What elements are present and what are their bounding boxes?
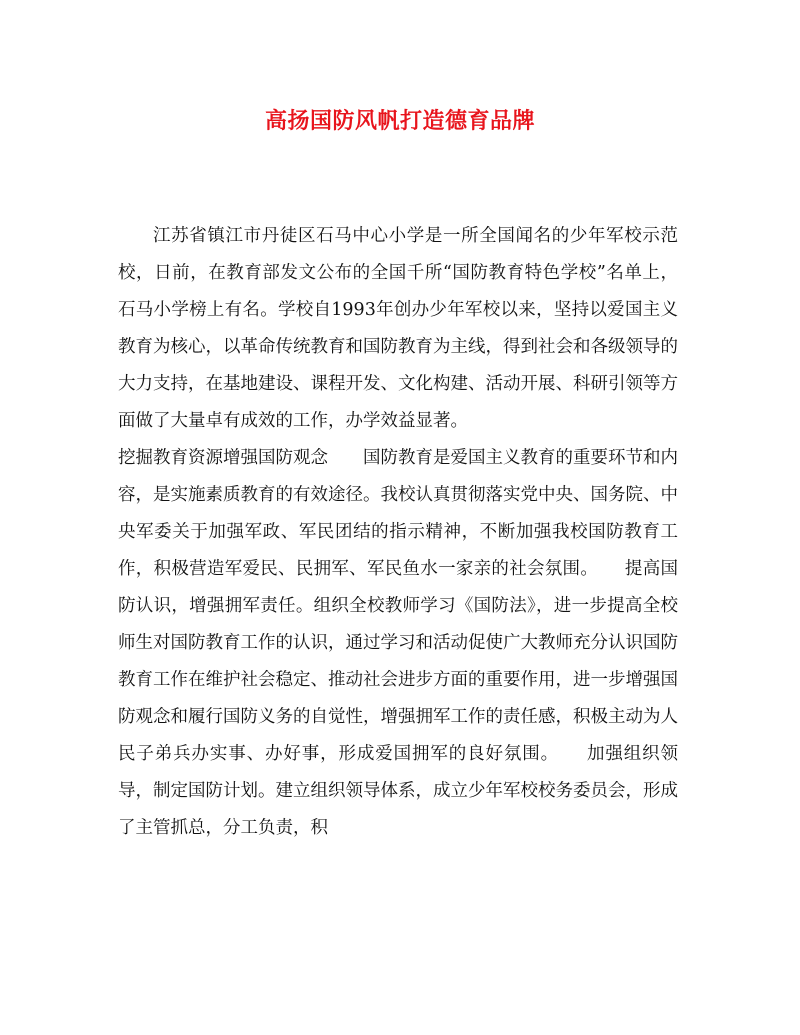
document-body (118, 218, 678, 847)
paragraph-section: 挖掘教育资源增强国防观念 国防教育是爱国主义教育的重要环节和内容，是实施素质教育的有效途径。我校认真贯彻落实党中央、国务院、中央军委关于加强军政、军民团结的指示精神，不断加强我校国防教育工作，积极营造军爱民、民拥军、军民鱼水一家亲的社会氛围。 提高国防认识，增强拥军责任。组织全校教师学习《国防法》，进一步提高全校师生对国防教育工作的认识，通过学习和活动促使广大教师充分认识国防教育工作在维护社会稳定、推动社会进步方面的重要作用，进一步增强国防观念和履行国防义务的自觉性，增强拥军工作的责任感，积极主动为人民子弟兵办实事、办好事，形成爱国拥军的良好氛围。 加强组织领导，制定国防计划。建立组织领导体系，成立少年军校校务委员会，形成了主管抓总，分工负责，积 (118, 448, 678, 838)
document-title: 高扬国防风帆打造德育品牌 (264, 108, 535, 134)
paragraph-intro: 江苏省镇江市丹徒区石马中心小学是一所全国闻名的少年军校示范校，日前，在教育部发文公布的全国千所“国防教育特色学校”名单上，石马小学榜上有名。学校自1993年创办少年军校以来，坚持以爱国主义教育为核心，以革命传统教育和国防教育为主线，得到社会和各级领导的大力支持，在基地建设、课程开发、文化构建、活动开展、科研引领等方面做了大量卓有成效的工作，办学效益显著。 (118, 226, 678, 431)
